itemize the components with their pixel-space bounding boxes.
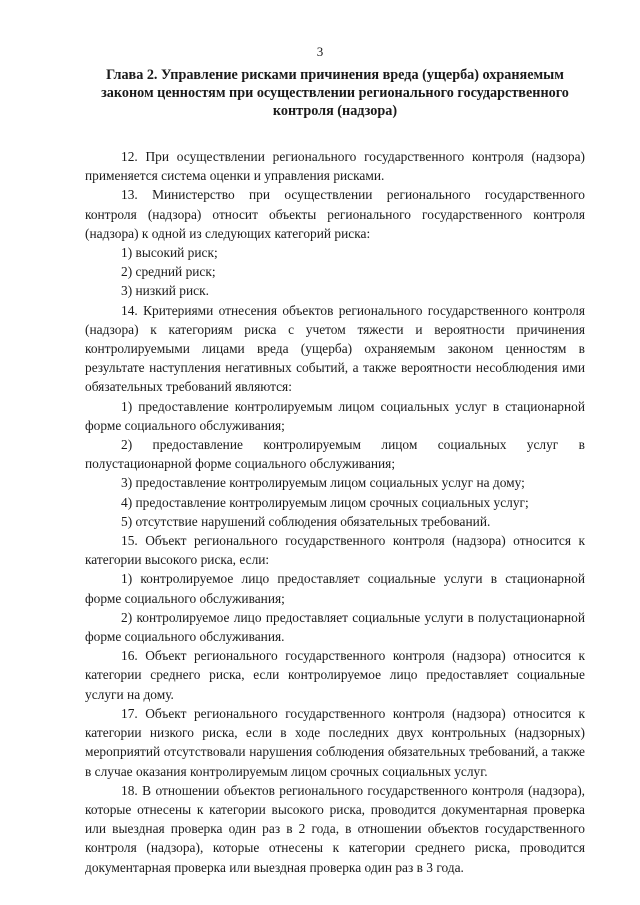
chapter-title: Глава 2. Управление рисками причинения вреда (ущерба) охраняемым законом ценностям при осуществлении регионального государственного контроля (надзора) <box>101 67 569 119</box>
high-risk-item-2: 2) контролируемое лицо предоставляет социальные услуги в полустационарной форме социального обслуживания. <box>85 609 585 645</box>
paragraph-18: 18. В отношении объектов регионального государственного контроля (надзора), которые отнесены к категории высокого риска, проводится документарная проверка или выездная проверка один раз в 2 года, в отношении объектов государственного контроля (надзора), которые отнесены к категории среднего риска, проводится документарная проверка или выездная проверка один раз в 3 года. <box>85 782 585 875</box>
paragraph-14: 14. Критериями отнесения объектов регионального государственного контроля (надзора) к категориям риска с учетом тяжести и вероятности причинения контролируемыми лицами вреда (ущерба) охраняемым законом ценностям в результате наступления негативных событий, а также вероятности несоблюдения ими обязательных требований являются: <box>85 302 585 395</box>
criteria-item-5: 5) отсутствие нарушений соблюдения обязательных требований. <box>121 513 491 529</box>
document-body <box>85 147 585 877</box>
criteria-item-3: 3) предоставление контролируемым лицом социальных услуг на дому; <box>121 475 525 491</box>
list-item-low-risk: 3) низкий риск. <box>121 283 209 299</box>
paragraph-16: 16. Объект регионального государственного контроля (надзора) относится к категории среднего риска, если контролируемое лицо предоставляет социальные услуги на дому. <box>85 648 585 702</box>
paragraph-12: 12. При осуществлении регионального государственного контроля (надзора) применяется система оценки и управления рисками. <box>85 149 585 184</box>
paragraph-13: 13. Министерство при осуществлении регионального государственного контроля (надзора) относит объекты регионального государственного контроля (надзора) к одной из следующих категорий риска: <box>85 187 585 241</box>
list-item-high-risk: 1) высокий риск; <box>121 245 218 261</box>
paragraph-17: 17. Объект регионального государственного контроля (надзора) относится к категории низкого риска, если в ходе последних двух контрольных (надзорных) мероприятий отсутствовали нарушения соблюдения обязательных требований, а также в случае оказания контролируемым лицом срочных социальных услуг. <box>85 705 585 779</box>
high-risk-item-1: 1) контролируемое лицо предоставляет социальные услуги в стационарной форме социального обслуживания; <box>85 571 585 606</box>
page-number: 3 <box>316 44 324 59</box>
criteria-item-2: 2) предоставление контролируемым лицом социальных услуг в полустационарной форме социального обслуживания; <box>85 437 585 472</box>
criteria-item-4: 4) предоставление контролируемым лицом срочных социальных услуг; <box>121 494 529 510</box>
criteria-item-1: 1) предоставление контролируемым лицом социальных услуг в стационарной форме социального обслуживания; <box>85 398 585 433</box>
list-item-medium-risk: 2) средний риск; <box>121 264 216 280</box>
paragraph-15: 15. Объект регионального государственного контроля (надзора) относится к категории высокого риска, если: <box>85 533 585 568</box>
